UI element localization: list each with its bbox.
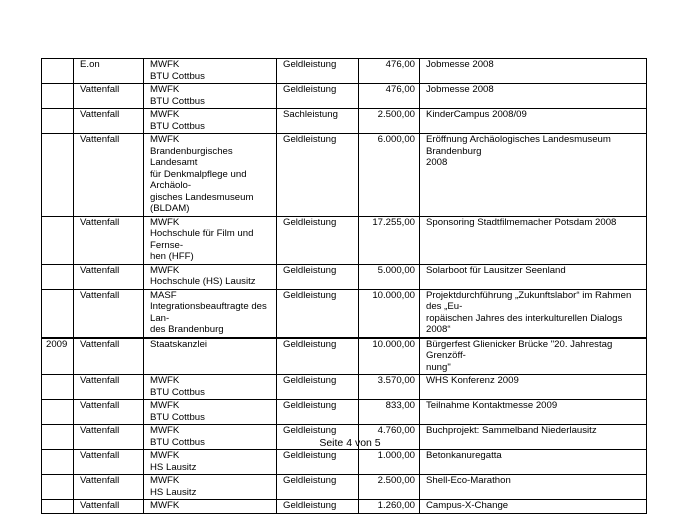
cell-company: Vattenfall xyxy=(74,289,144,338)
cell-company: Vattenfall xyxy=(74,338,144,375)
cell-purpose: Solarboot für Lausitzer Seenland xyxy=(420,264,647,289)
cell-company: E.on xyxy=(74,59,144,84)
cell-year xyxy=(42,400,74,425)
cell-amount: 4.760,00 xyxy=(359,425,420,450)
cell-type: Geldleistung xyxy=(277,289,359,338)
cell-recipient: MWFK xyxy=(144,500,277,514)
cell-year xyxy=(42,59,74,84)
cell-recipient: MWFK BTU Cottbus xyxy=(144,425,277,450)
cell-purpose: Eröffnung Archäologisches Landesmuseum Brandenburg 2008 xyxy=(420,134,647,217)
cell-purpose: Shell-Eco-Marathon xyxy=(420,475,647,500)
cell-year: 2009 xyxy=(42,338,74,375)
cell-year xyxy=(42,264,74,289)
cell-recipient: MASF Integrationsbeauftragte des Lan- des Brandenburg xyxy=(144,289,277,338)
table-row xyxy=(42,500,647,514)
cell-amount: 5.000,00 xyxy=(359,264,420,289)
table-row xyxy=(42,134,647,217)
cell-recipient: MWFK Hochschule für Film und Fernse- hen (HFF) xyxy=(144,216,277,264)
cell-year xyxy=(42,289,74,338)
cell-year xyxy=(42,109,74,134)
cell-recipient: MWFK BTU Cottbus xyxy=(144,84,277,109)
cell-purpose: Jobmesse 2008 xyxy=(420,59,647,84)
cell-amount: 6.000,00 xyxy=(359,134,420,217)
cell-type: Geldleistung xyxy=(277,264,359,289)
cell-amount: 476,00 xyxy=(359,59,420,84)
table-row xyxy=(42,59,647,84)
cell-recipient: Staatskanzlei xyxy=(144,338,277,375)
cell-amount: 476,00 xyxy=(359,84,420,109)
cell-purpose: Campus-X-Change xyxy=(420,500,647,514)
table-row xyxy=(42,338,647,375)
table-row xyxy=(42,84,647,109)
cell-year xyxy=(42,375,74,400)
cell-type: Geldleistung xyxy=(277,425,359,450)
cell-type: Geldleistung xyxy=(277,500,359,514)
cell-type: Geldleistung xyxy=(277,59,359,84)
cell-amount: 2.500,00 xyxy=(359,109,420,134)
cell-year xyxy=(42,500,74,514)
cell-recipient: MWFK HS Lausitz xyxy=(144,475,277,500)
cell-purpose: Sponsoring Stadtfilmemacher Potsdam 2008 xyxy=(420,216,647,264)
cell-company: Vattenfall xyxy=(74,425,144,450)
cell-type: Geldleistung xyxy=(277,216,359,264)
cell-purpose: Projektdurchführung „Zukunftslabor“ im Rahmen des „Eu- ropäischen Jahres des interkulturellen Dialogs 2008“ xyxy=(420,289,647,338)
cell-type: Geldleistung xyxy=(277,134,359,217)
cell-purpose: KinderCampus 2008/09 xyxy=(420,109,647,134)
cell-amount: 10.000,00 xyxy=(359,289,420,338)
table-row xyxy=(42,109,647,134)
table-row xyxy=(42,264,647,289)
cell-type: Geldleistung xyxy=(277,375,359,400)
cell-type: Geldleistung xyxy=(277,475,359,500)
cell-purpose: WHS Konferenz 2009 xyxy=(420,375,647,400)
cell-company: Vattenfall xyxy=(74,375,144,400)
cell-amount: 3.570,00 xyxy=(359,375,420,400)
cell-recipient: MWFK HS Lausitz xyxy=(144,450,277,475)
cell-amount: 1.260,00 xyxy=(359,500,420,514)
cell-recipient: MWFK Hochschule (HS) Lausitz xyxy=(144,264,277,289)
cell-amount: 10.000,00 xyxy=(359,338,420,375)
table-row xyxy=(42,450,647,475)
cell-company: Vattenfall xyxy=(74,134,144,217)
cell-company: Vattenfall xyxy=(74,500,144,514)
cell-recipient: MWFK BTU Cottbus xyxy=(144,375,277,400)
cell-year xyxy=(42,216,74,264)
cell-year xyxy=(42,134,74,217)
cell-company: Vattenfall xyxy=(74,264,144,289)
cell-type: Geldleistung xyxy=(277,450,359,475)
cell-recipient: MWFK BTU Cottbus xyxy=(144,109,277,134)
cell-company: Vattenfall xyxy=(74,450,144,475)
table-row xyxy=(42,289,647,338)
table-row xyxy=(42,475,647,500)
table-row xyxy=(42,400,647,425)
cell-purpose: Betonkanuregatta xyxy=(420,450,647,475)
cell-amount: 1.000,00 xyxy=(359,450,420,475)
cell-amount: 17.255,00 xyxy=(359,216,420,264)
cell-type: Geldleistung xyxy=(277,338,359,375)
cell-company: Vattenfall xyxy=(74,400,144,425)
cell-year xyxy=(42,84,74,109)
cell-purpose: Jobmesse 2008 xyxy=(420,84,647,109)
cell-company: Vattenfall xyxy=(74,109,144,134)
cell-year xyxy=(42,475,74,500)
cell-recipient: MWFK BTU Cottbus xyxy=(144,59,277,84)
cell-purpose: Buchprojekt: Sammelband Niederlausitz xyxy=(420,425,647,450)
cell-recipient: MWFK Brandenburgisches Landesamt für Denkmalpflege und Archäolo- gisches Landesmuseum (BLDAM) xyxy=(144,134,277,217)
table-row xyxy=(42,375,647,400)
cell-recipient: MWFK BTU Cottbus xyxy=(144,400,277,425)
cell-type: Geldleistung xyxy=(277,84,359,109)
cell-type: Sachleistung xyxy=(277,109,359,134)
cell-company: Vattenfall xyxy=(74,475,144,500)
cell-purpose: Teilnahme Kontaktmesse 2009 xyxy=(420,400,647,425)
cell-amount: 833,00 xyxy=(359,400,420,425)
cell-company: Vattenfall xyxy=(74,84,144,109)
table-row xyxy=(42,216,647,264)
cell-amount: 2.500,00 xyxy=(359,475,420,500)
cell-year xyxy=(42,450,74,475)
cell-type: Geldleistung xyxy=(277,400,359,425)
cell-purpose: Bürgerfest Glienicker Brücke "20. Jahrestag Grenzöff- nung" xyxy=(420,338,647,375)
cell-company: Vattenfall xyxy=(74,216,144,264)
page-footer: Seite 4 von 5 xyxy=(319,437,381,449)
